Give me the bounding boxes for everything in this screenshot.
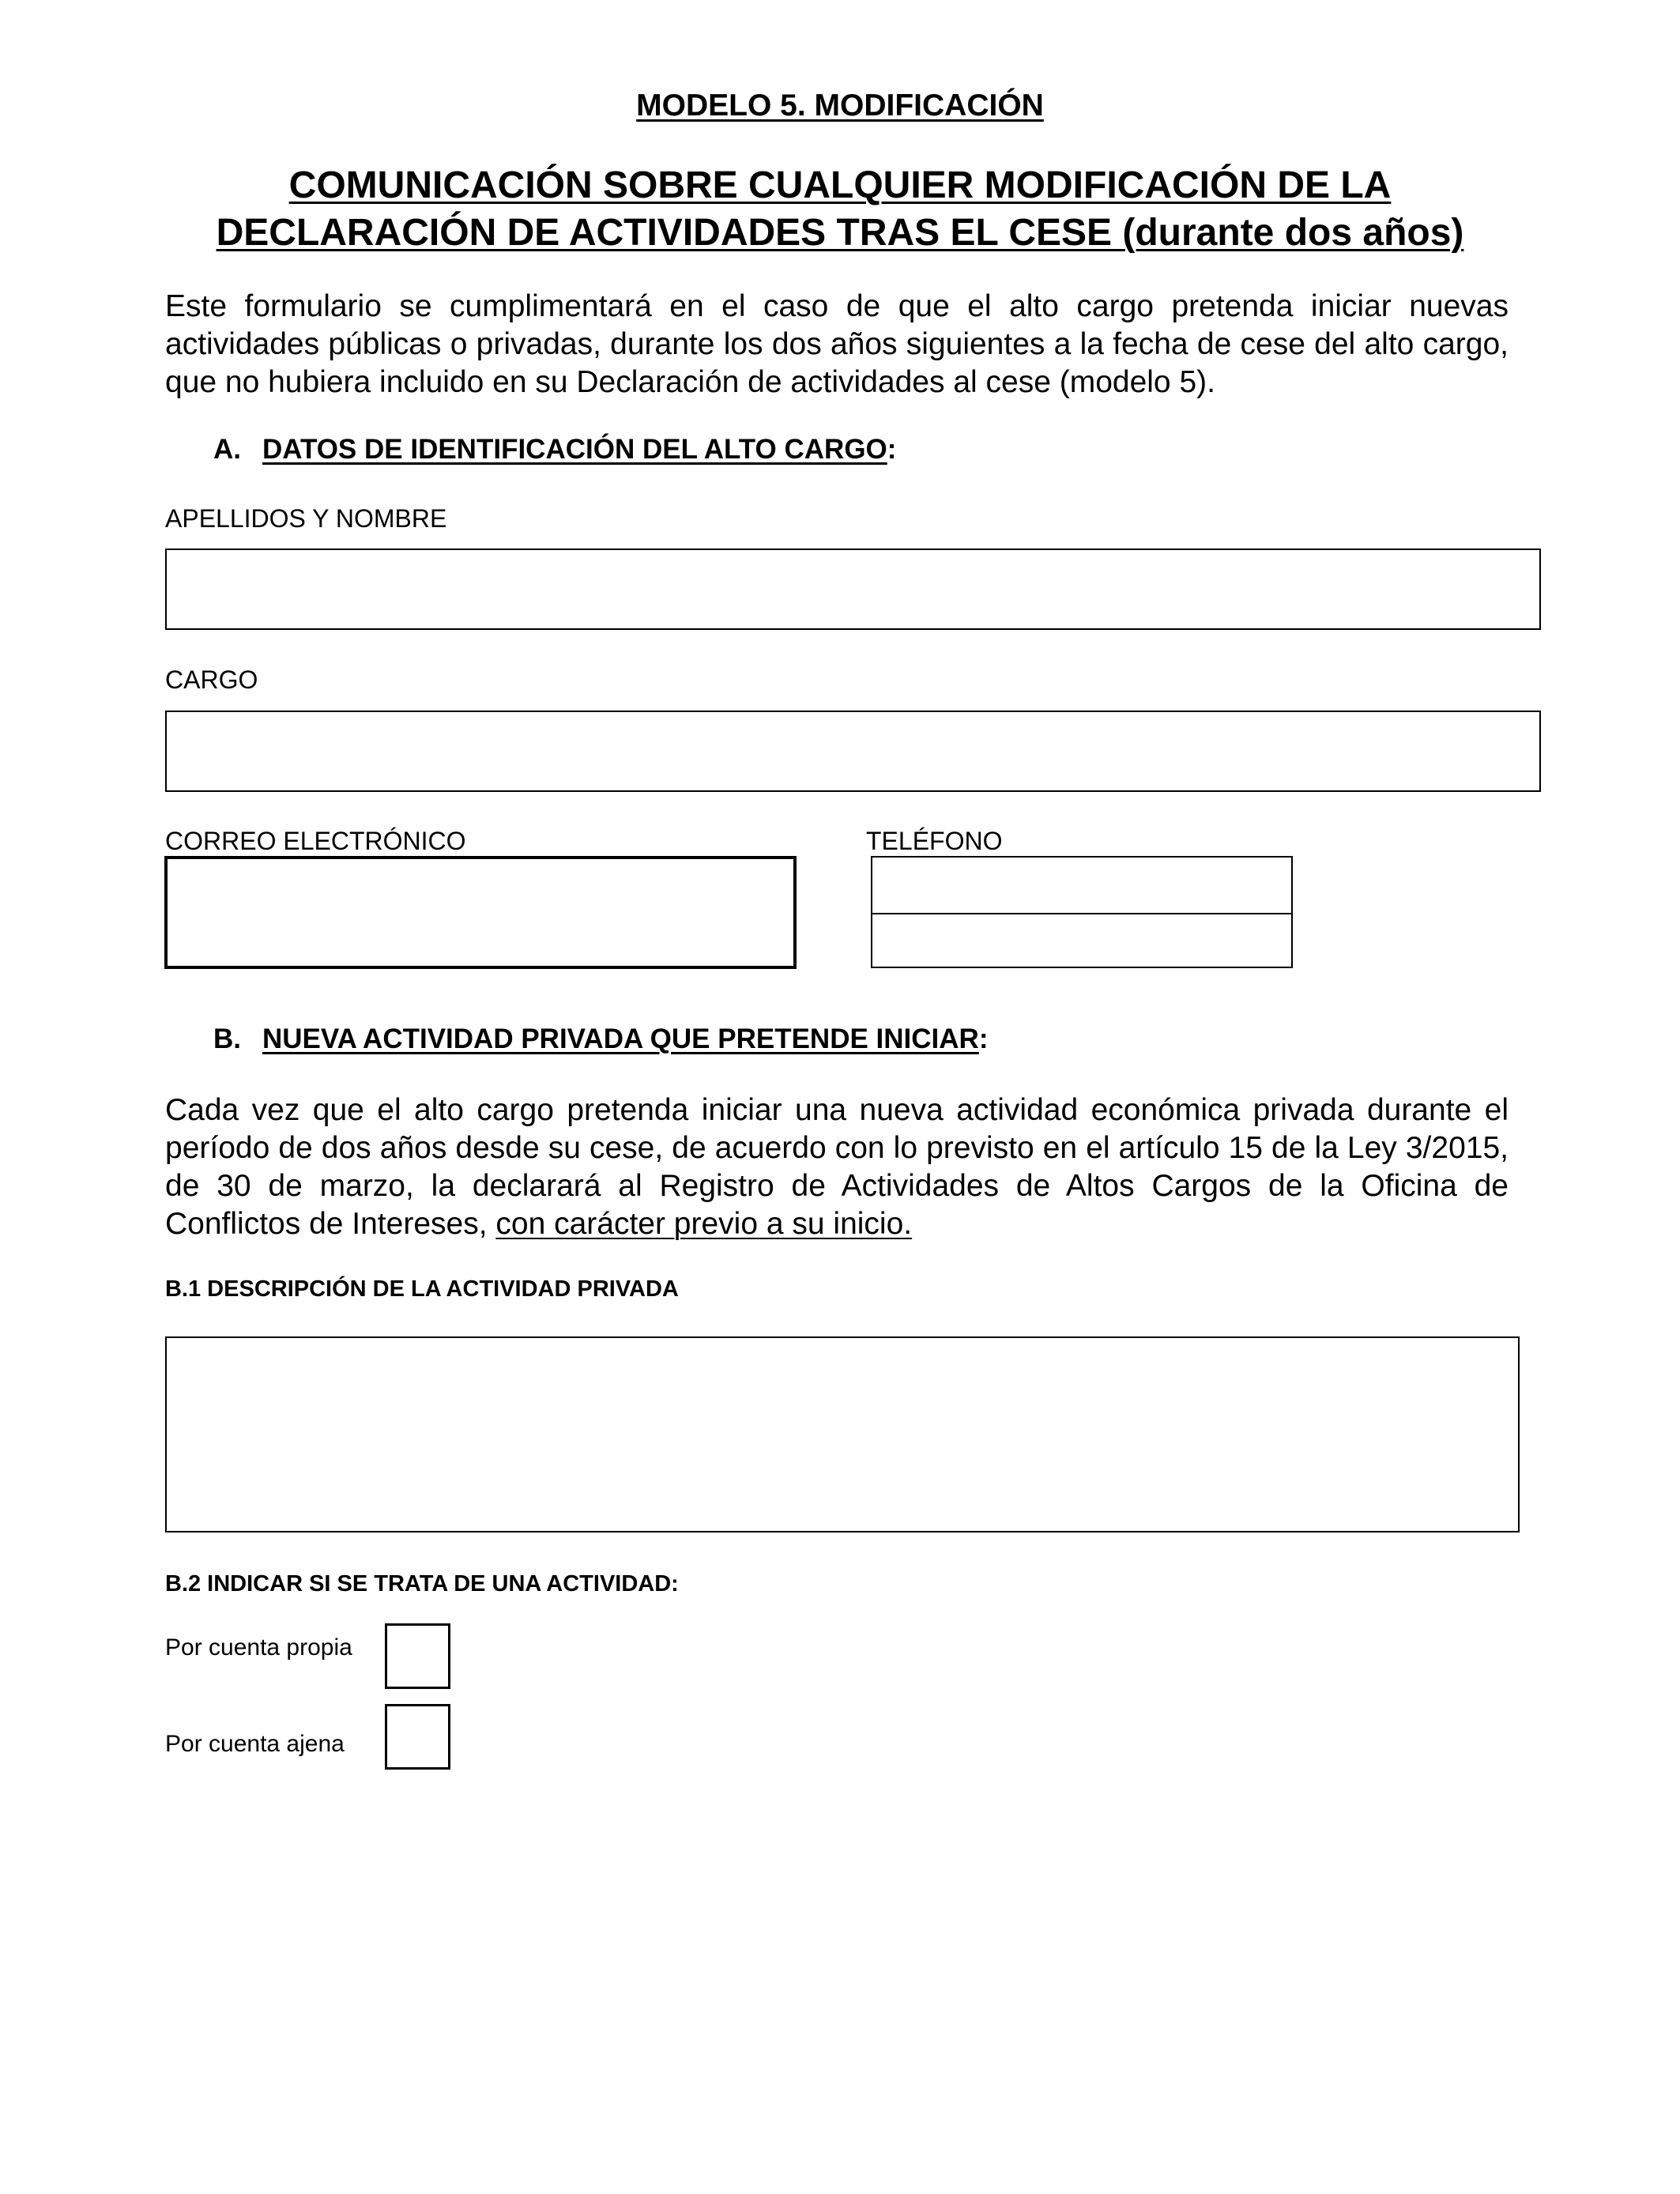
- phone-field-1[interactable]: [872, 858, 1291, 913]
- activity-description-field[interactable]: [165, 1336, 1520, 1532]
- position-label: CARGO: [165, 665, 258, 694]
- intro-paragraph: Este formulario se cumplimentará en el caso de que el alto cargo pretenda iniciar nuevas actividades públicas o privadas, durante los dos años siguientes a la fecha de cese del alto cargo, que no hubiera incluido en su Declaración de actividades al cese (modelo 5).: [165, 289, 1509, 399]
- email-field[interactable]: [164, 856, 797, 969]
- page-title: [158, 162, 1522, 257]
- phone-field-2[interactable]: [872, 914, 1291, 967]
- section-a-letter: A.: [213, 434, 241, 465]
- section-b-colon: :: [978, 1023, 989, 1054]
- email-label: CORREO ELECTRÓNICO: [165, 827, 466, 855]
- section-b-paragraph-underlined: con carácter previo a su inicio.: [495, 1207, 913, 1241]
- title-line-2-main: DECLARACIÓN DE ACTIVIDADES TRAS EL CESE: [216, 212, 1113, 254]
- position-field[interactable]: [165, 711, 1541, 792]
- section-a-colon: :: [887, 434, 897, 465]
- model-title: MODELO 5. MODIFICACIÓN: [636, 89, 1044, 123]
- title-line-2: [158, 209, 1522, 257]
- phone-field-group: [871, 856, 1293, 968]
- section-b-title: NUEVA ACTIVIDAD PRIVADA QUE PRETENDE INICIAR: [262, 1023, 979, 1054]
- b2-label: B.2 INDICAR SI SE TRATA DE UNA ACTIVIDAD:: [165, 1571, 679, 1596]
- section-b-paragraph: [165, 1091, 1509, 1243]
- title-line-1: COMUNICACIÓN SOBRE CUALQUIER MODIFICACIÓN DE LA: [288, 164, 1392, 206]
- option-own-account-checkbox[interactable]: [385, 1623, 450, 1689]
- section-a-heading: [213, 434, 896, 466]
- phone-label: TELÉFONO: [866, 827, 1003, 855]
- name-label: APELLIDOS Y NOMBRE: [165, 504, 447, 533]
- option-third-party-checkbox[interactable]: [385, 1704, 450, 1770]
- section-b-heading: [213, 1023, 988, 1055]
- section-a-title: DATOS DE IDENTIFICACIÓN DEL ALTO CARGO: [262, 434, 887, 465]
- title-line-2-paren: (durante dos años): [1122, 212, 1464, 254]
- section-b-paragraph-main: Cada vez que el alto cargo pretenda iniciar una nueva actividad económica privada durante el período de dos años desde su cese, de acuerdo con lo previsto en el artículo 15 de la Ley 3/2015, de 30 de marzo, la declarará al Registro de Actividades de Altos Cargos de la Oficina de Conflictos de Intereses,: [165, 1093, 1509, 1241]
- name-field[interactable]: [165, 548, 1541, 630]
- b1-label: B.1 DESCRIPCIÓN DE LA ACTIVIDAD PRIVADA: [165, 1276, 679, 1302]
- option-third-party-label: Por cuenta ajena: [165, 1731, 345, 1757]
- option-own-account-label: Por cuenta propia: [165, 1634, 352, 1661]
- section-b-letter: B.: [213, 1023, 241, 1054]
